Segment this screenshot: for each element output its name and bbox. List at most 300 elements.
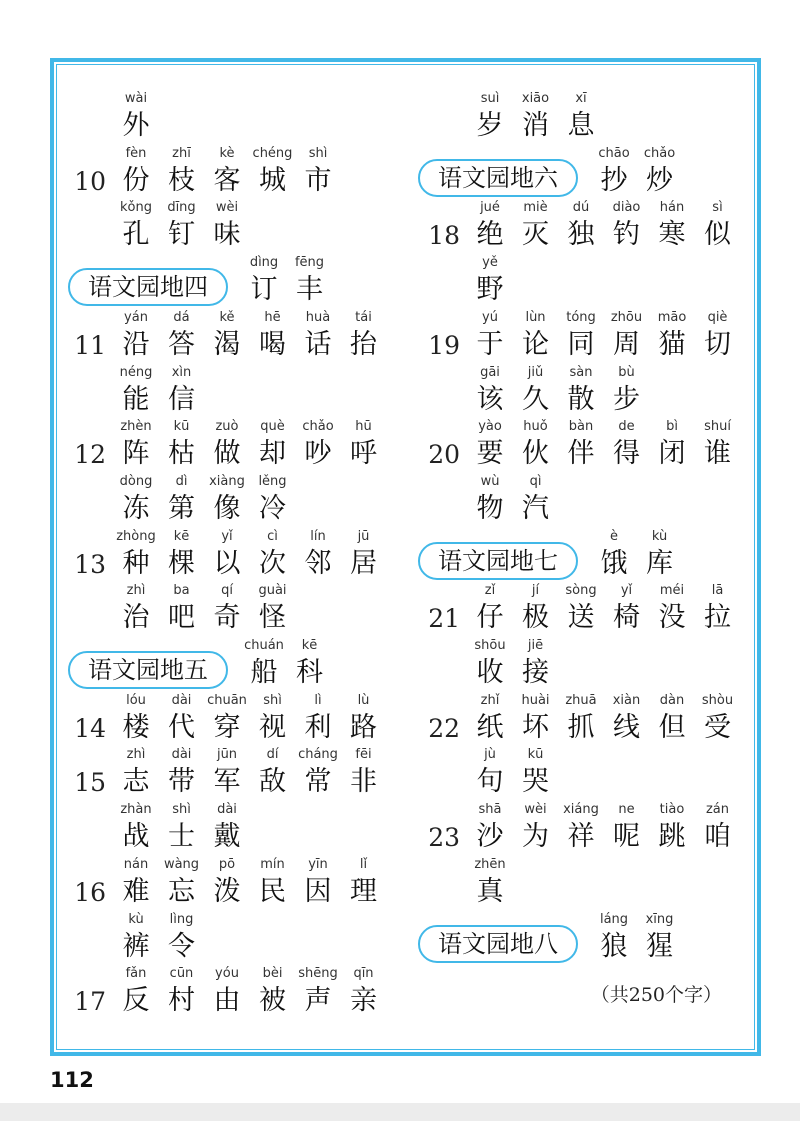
- pinyin: zhòng: [116, 528, 156, 544]
- hanzi: 步: [613, 383, 640, 415]
- pinyin: láng: [599, 911, 629, 927]
- pinyin: yóu: [215, 966, 239, 982]
- hanzi: 炒: [646, 164, 673, 196]
- hanzi: 信: [168, 383, 195, 415]
- pinyin: guài: [258, 583, 287, 599]
- pinyin: shēng: [298, 966, 338, 982]
- character-cell: [467, 854, 513, 908]
- hanzi: 裤: [122, 930, 150, 962]
- character-cell: [637, 526, 683, 580]
- pinyin: sàn: [569, 364, 593, 380]
- hanzi: 野: [476, 274, 504, 306]
- lesson-number: 16: [74, 877, 106, 907]
- character-cell: [513, 744, 559, 798]
- pinyin: lóu: [126, 692, 146, 708]
- hanzi: 库: [646, 547, 673, 579]
- pinyin: kē: [173, 528, 190, 544]
- hanzi: 客: [213, 164, 241, 196]
- hanzi: 接: [522, 657, 549, 688]
- pinyin: kù: [128, 911, 144, 927]
- right-row-4: [0, 307, 800, 361]
- hanzi: 被: [259, 985, 286, 1017]
- hanzi: 科: [296, 657, 323, 688]
- pinyin: tái: [355, 309, 372, 325]
- hanzi: 枝: [168, 164, 195, 196]
- pinyin: diào: [612, 200, 641, 216]
- hanzi: 话: [304, 328, 332, 360]
- hanzi: 亲: [350, 985, 377, 1017]
- pinyin: nán: [123, 856, 149, 872]
- hanzi: 消: [522, 110, 549, 141]
- pinyin: dòng: [119, 473, 153, 489]
- right-row-9: [0, 580, 800, 634]
- hanzi: 带: [168, 766, 195, 798]
- hanzi: 喝: [259, 328, 286, 360]
- right-row-14: [0, 854, 800, 908]
- hanzi: 该: [476, 383, 504, 415]
- character-cell: [513, 88, 559, 142]
- hanzi: 椅: [613, 602, 640, 634]
- hanzi: 纸: [476, 711, 504, 743]
- character-cell: [604, 416, 650, 470]
- hanzi: 伙: [522, 438, 549, 470]
- right-row-3: [0, 252, 800, 306]
- character-cell: [513, 307, 559, 361]
- hanzi: 抄: [600, 164, 628, 196]
- character-cell: [695, 197, 741, 251]
- pinyin: shì: [263, 692, 282, 708]
- lesson-number: 15: [74, 768, 106, 798]
- character-cell: [513, 362, 559, 416]
- pinyin: huǒ: [523, 419, 548, 435]
- character-cell: [591, 526, 637, 580]
- unit-badge: 语文园地四: [68, 268, 228, 306]
- pinyin: qì: [529, 473, 542, 489]
- hanzi: 哭: [522, 766, 549, 798]
- pinyin: wàng: [163, 856, 200, 872]
- character-cell: [467, 307, 513, 361]
- character-cell: [467, 744, 513, 798]
- pinyin: chuán: [244, 638, 284, 653]
- hanzi: 渴: [213, 328, 241, 360]
- character-cell: [467, 197, 513, 251]
- hanzi: 抬: [350, 328, 377, 360]
- lesson-number: 11: [74, 330, 106, 360]
- character-cell: [467, 252, 513, 306]
- character-cell: [513, 471, 559, 525]
- character-cell: [341, 963, 387, 1017]
- pinyin: jiǔ: [527, 364, 544, 380]
- hanzi: 代: [168, 711, 195, 743]
- pinyin: lù: [357, 692, 370, 708]
- right-row-0: [0, 88, 800, 142]
- pinyin: sì: [712, 200, 723, 216]
- hanzi: 答: [168, 328, 195, 360]
- hanzi: 能: [122, 383, 150, 415]
- pinyin: lín: [310, 528, 326, 544]
- pinyin: chāo: [598, 145, 630, 161]
- lesson-number: 21: [428, 604, 460, 634]
- lesson-number: 10: [74, 166, 106, 196]
- pinyin: bù: [618, 364, 635, 380]
- pinyin: yīn: [308, 856, 328, 872]
- unit-badge: 语文园地五: [68, 651, 228, 689]
- hanzi: 受: [704, 711, 731, 743]
- character-cell: [513, 799, 559, 853]
- right-row-2: [0, 197, 800, 251]
- pinyin: yě: [482, 255, 498, 271]
- hanzi: 灭: [522, 219, 549, 251]
- hanzi: 邻: [304, 547, 332, 579]
- hanzi: 以: [213, 547, 241, 579]
- hanzi: 种: [122, 547, 150, 579]
- character-cell: [695, 580, 741, 634]
- hanzi: 句: [476, 766, 504, 798]
- pinyin: zhì: [126, 583, 146, 599]
- pinyin: què: [260, 419, 285, 435]
- hanzi: 非: [350, 766, 377, 798]
- character-cell: [649, 307, 695, 361]
- pinyin: fēng: [294, 255, 325, 271]
- character-cell: [295, 963, 341, 1017]
- right-row-11: [0, 690, 800, 744]
- pinyin: xiàng: [209, 473, 245, 489]
- pinyin: bàn: [568, 419, 594, 435]
- pinyin: dīng: [167, 200, 196, 216]
- hanzi: 奇: [213, 602, 241, 634]
- character-cell: [558, 416, 604, 470]
- lesson-number: 12: [74, 440, 106, 470]
- pinyin: chuān: [207, 692, 247, 708]
- hanzi: 敌: [259, 766, 286, 798]
- lesson-number: 18: [428, 221, 460, 251]
- hanzi: 难: [122, 875, 150, 907]
- pinyin: kū: [173, 419, 190, 435]
- character-cell: [467, 471, 513, 525]
- pinyin: wèi: [524, 802, 547, 818]
- pinyin: jū: [357, 528, 370, 544]
- character-cell: [558, 690, 604, 744]
- right-row-15: [0, 909, 800, 963]
- hanzi: 次: [259, 547, 286, 579]
- character-cell: [604, 799, 650, 853]
- pinyin: zhī: [172, 145, 191, 161]
- character-cell: [513, 416, 559, 470]
- pinyin: dú: [572, 200, 590, 216]
- hanzi: 楼: [122, 711, 150, 743]
- hanzi: 祥: [567, 821, 595, 853]
- pinyin: yǐ: [221, 528, 233, 544]
- hanzi: 于: [476, 328, 504, 360]
- character-cell: [604, 307, 650, 361]
- pinyin: kē: [301, 638, 318, 653]
- pinyin: cūn: [169, 966, 194, 982]
- hanzi: 订: [250, 274, 278, 306]
- character-cell: [558, 580, 604, 634]
- hanzi: 散: [567, 383, 595, 415]
- hanzi: 吧: [168, 602, 195, 634]
- hanzi: 城: [259, 164, 286, 196]
- character-cell: [558, 88, 604, 142]
- character-cell: [649, 799, 695, 853]
- pinyin: hán: [659, 200, 685, 216]
- pinyin: shì: [308, 145, 328, 161]
- pinyin: fēi: [355, 747, 372, 763]
- hanzi: 做: [213, 438, 241, 470]
- character-cell: [513, 197, 559, 251]
- lesson-number: 17: [74, 987, 106, 1017]
- pinyin: dì: [175, 473, 188, 489]
- hanzi: 寒: [658, 219, 686, 251]
- hanzi: 军: [213, 766, 241, 798]
- pinyin: jí: [531, 583, 540, 599]
- hanzi: 声: [304, 985, 332, 1017]
- character-cell: [467, 416, 513, 470]
- hanzi: 船: [250, 657, 278, 688]
- character-cell: [649, 690, 695, 744]
- hanzi: 令: [168, 930, 195, 962]
- pinyin: huà: [305, 309, 331, 325]
- hanzi: 抓: [567, 711, 595, 743]
- pinyin: lā: [711, 583, 724, 599]
- right-row-8: [0, 526, 800, 580]
- pinyin: sòng: [565, 583, 597, 599]
- hanzi: 怪: [259, 602, 286, 634]
- right-row-6: [0, 416, 800, 470]
- character-cell: [513, 580, 559, 634]
- hanzi: 市: [304, 164, 332, 196]
- character-cell: [558, 362, 604, 416]
- hanzi: 饿: [600, 547, 628, 579]
- hanzi: 吵: [304, 438, 332, 470]
- hanzi: 独: [567, 219, 595, 251]
- pinyin: dài: [171, 747, 192, 763]
- hanzi: 咱: [704, 821, 731, 853]
- hanzi: 志: [122, 766, 150, 798]
- unit-badge: 语文园地七: [418, 542, 578, 580]
- pinyin: miè: [523, 200, 548, 216]
- pinyin: lěng: [258, 473, 287, 489]
- pinyin: shuí: [704, 419, 731, 435]
- pinyin: lùn: [525, 309, 546, 325]
- pinyin: kù: [651, 528, 668, 544]
- hanzi: 要: [476, 438, 504, 470]
- character-cell: [467, 362, 513, 416]
- pinyin: shōu: [474, 638, 506, 653]
- pinyin: shā: [478, 802, 502, 818]
- hanzi: 因: [304, 875, 332, 907]
- hanzi: 治: [122, 602, 150, 634]
- pinyin: è: [610, 528, 618, 544]
- pinyin: wèi: [215, 200, 239, 216]
- pinyin: mín: [260, 856, 285, 872]
- pinyin: shòu: [701, 692, 734, 708]
- hanzi: 论: [522, 328, 549, 360]
- pinyin: bèi: [262, 966, 283, 982]
- pinyin: zuò: [215, 419, 239, 435]
- pinyin: lìng: [169, 911, 194, 927]
- hanzi: 视: [259, 711, 286, 743]
- pinyin: dí: [266, 747, 279, 763]
- right-row-12: [0, 744, 800, 798]
- pinyin: qiè: [707, 309, 728, 325]
- hanzi: 棵: [168, 547, 195, 579]
- hanzi: 常: [304, 766, 332, 798]
- pinyin: suì: [480, 91, 500, 106]
- character-cell: [637, 909, 683, 963]
- lesson-number: 23: [428, 823, 460, 853]
- pinyin: gāi: [480, 364, 500, 380]
- character-cell: [604, 580, 650, 634]
- pinyin: yú: [482, 309, 498, 325]
- hanzi: 呼: [350, 438, 377, 470]
- pinyin: kè: [219, 145, 235, 161]
- pinyin: zhuā: [565, 692, 597, 708]
- hanzi: 周: [613, 328, 640, 360]
- hanzi: 伴: [567, 438, 595, 470]
- hanzi: 冷: [259, 492, 286, 524]
- pinyin: dìng: [249, 255, 279, 271]
- hanzi: 利: [304, 711, 332, 743]
- lesson-number: 19: [428, 330, 460, 360]
- hanzi: 没: [658, 602, 686, 634]
- character-cell: [513, 690, 559, 744]
- hanzi: 但: [658, 711, 686, 743]
- pinyin: ba: [173, 583, 190, 599]
- pinyin: hū: [355, 419, 372, 435]
- hanzi: 岁: [476, 110, 504, 141]
- hanzi: 味: [213, 219, 241, 251]
- pinyin: yán: [124, 309, 148, 325]
- hanzi: 为: [522, 821, 549, 853]
- hanzi: 第: [168, 492, 195, 524]
- hanzi: 孔: [122, 219, 150, 251]
- character-cell: [513, 635, 559, 689]
- character-cell: [649, 416, 695, 470]
- pinyin: zhēn: [474, 856, 506, 872]
- hanzi: 枯: [168, 438, 195, 470]
- hanzi: 冻: [122, 492, 150, 524]
- hanzi: 沙: [476, 821, 504, 853]
- pinyin: xīng: [645, 911, 674, 927]
- character-cell: [604, 197, 650, 251]
- character-cell: [604, 690, 650, 744]
- hanzi: 份: [122, 164, 150, 196]
- hanzi: 极: [522, 602, 549, 634]
- hanzi: 民: [259, 875, 286, 907]
- pinyin: qí: [221, 583, 233, 599]
- hanzi: 线: [613, 711, 640, 743]
- character-cell: [591, 909, 637, 963]
- hanzi: 反: [122, 985, 150, 1017]
- pinyin: zhàn: [120, 802, 152, 818]
- character-cell: [695, 416, 741, 470]
- hanzi: 同: [567, 328, 595, 360]
- hanzi: 跳: [658, 821, 686, 853]
- pinyin: pō: [218, 856, 236, 872]
- hanzi: 息: [567, 110, 595, 141]
- hanzi: 汽: [522, 492, 549, 524]
- right-row-10: [0, 635, 800, 689]
- pinyin: xiàn: [612, 692, 641, 708]
- character-cell: [695, 307, 741, 361]
- hanzi: 路: [350, 711, 377, 743]
- hanzi: 猫: [658, 328, 686, 360]
- hanzi: 收: [476, 657, 504, 688]
- pinyin: cháng: [298, 747, 338, 763]
- pinyin: ne: [618, 802, 635, 818]
- character-cell: [637, 143, 683, 197]
- pinyin: lì: [314, 692, 322, 708]
- pinyin: qīn: [353, 966, 374, 982]
- hanzi: 钓: [613, 219, 640, 251]
- character-cell: [113, 963, 159, 1017]
- character-cell: [649, 197, 695, 251]
- hanzi: 泼: [213, 875, 241, 907]
- hanzi: 丰: [296, 274, 323, 306]
- hanzi: 村: [168, 985, 195, 1017]
- hanzi: 忘: [168, 875, 195, 907]
- hanzi: 切: [704, 328, 731, 360]
- pinyin: kū: [527, 747, 544, 763]
- character-cell: [558, 197, 604, 251]
- lesson-number: 14: [74, 713, 106, 743]
- character-cell: [467, 799, 513, 853]
- pinyin: jūn: [216, 747, 238, 763]
- character-cell: [467, 635, 513, 689]
- hanzi: 坏: [522, 711, 549, 743]
- pinyin: dàn: [659, 692, 685, 708]
- pinyin: huài: [521, 692, 550, 708]
- pinyin: yǐ: [620, 583, 633, 599]
- hanzi: 久: [522, 383, 549, 415]
- right-row-1: [0, 143, 800, 197]
- hanzi: 居: [350, 547, 377, 579]
- hanzi: 拉: [704, 602, 731, 634]
- pinyin: chǎo: [302, 419, 334, 435]
- hanzi: 得: [613, 438, 640, 470]
- pinyin: xiáng: [563, 802, 599, 818]
- right-row-13: [0, 799, 800, 853]
- pinyin: wù: [480, 473, 500, 489]
- pinyin: xī: [575, 91, 587, 106]
- hanzi: 钉: [168, 219, 195, 251]
- lesson-number: 22: [428, 713, 460, 743]
- hanzi: 战: [122, 821, 150, 853]
- hanzi: 似: [704, 219, 731, 251]
- pinyin: jiē: [527, 638, 544, 653]
- character-cell: [204, 963, 250, 1017]
- pinyin: dá: [173, 309, 190, 325]
- pinyin: yào: [478, 419, 502, 435]
- hanzi: 呢: [613, 821, 640, 853]
- pinyin: zhōu: [610, 309, 643, 325]
- pinyin: jù: [484, 747, 496, 763]
- pinyin: māo: [657, 309, 687, 325]
- total-character-count: （共250个字）: [590, 984, 722, 1006]
- hanzi: 绝: [476, 219, 504, 251]
- character-cell: [695, 690, 741, 744]
- lesson-number: 20: [428, 440, 460, 470]
- character-cell: [159, 963, 205, 1017]
- unit-badge: 语文园地六: [418, 159, 578, 197]
- right-row-5: [0, 362, 800, 416]
- character-cell: [558, 799, 604, 853]
- character-cell: [649, 580, 695, 634]
- pinyin: cì: [267, 528, 278, 544]
- pinyin: kǒng: [120, 200, 152, 216]
- unit-badge: 语文园地八: [418, 925, 578, 963]
